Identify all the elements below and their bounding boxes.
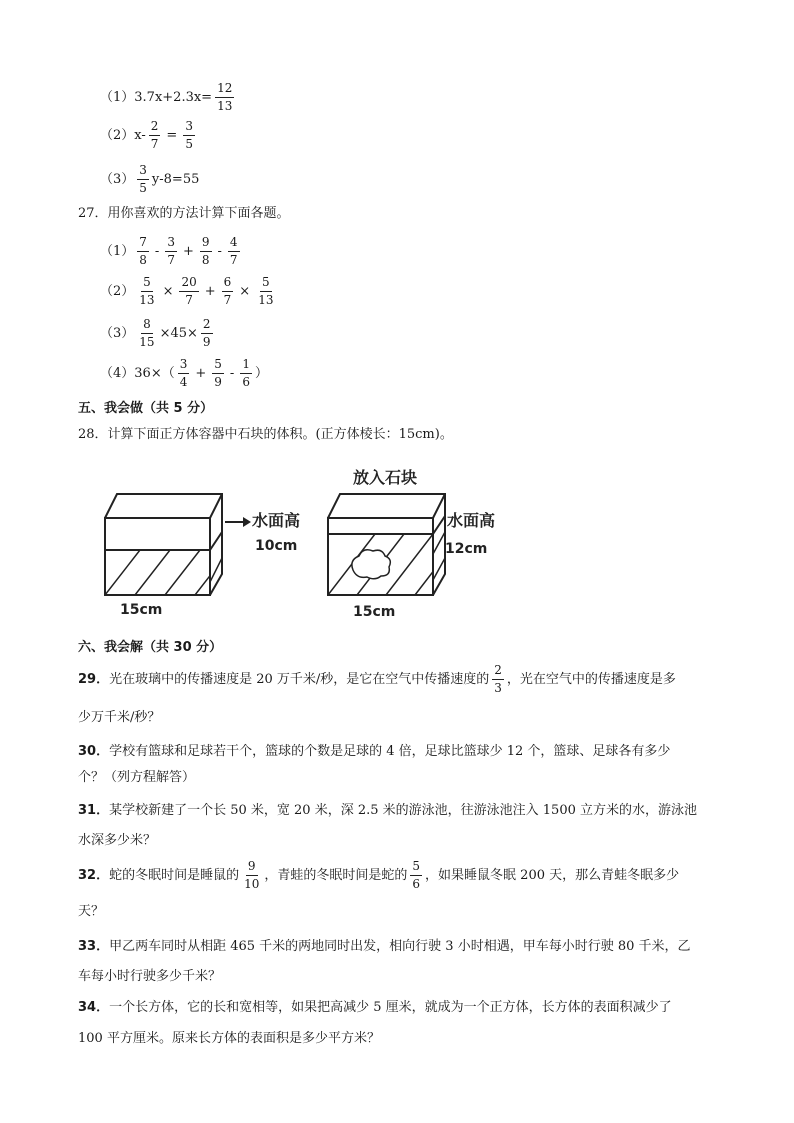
question-text: 蛇的冬眠时间是睡鼠的 [109, 868, 240, 884]
denominator: 7 [167, 253, 175, 268]
question-text: ，青蛙的冬眠时间是蛇的 [264, 868, 408, 884]
fraction [137, 318, 156, 349]
question-34-line-2: 100 平方厘米。原来长方体的表面积是多少平方米？ [78, 1031, 380, 1046]
denominator: 8 [201, 253, 210, 268]
expression: 36×（ [134, 366, 175, 382]
question-number: 31． [78, 803, 110, 818]
fraction [242, 860, 261, 891]
fraction [149, 120, 161, 151]
denominator: 13 [217, 99, 233, 114]
fraction [240, 358, 252, 389]
left-cube [105, 494, 222, 595]
question-28-text: 28．计算下面正方体容器中石块的体积。(正方体棱长：15cm)。 [78, 427, 453, 442]
arrow-icon [225, 517, 251, 527]
denominator: 15 [139, 335, 155, 350]
right-edge-length: 15cm [353, 604, 396, 620]
calc-27-2 [100, 276, 278, 307]
denominator: 13 [258, 293, 274, 308]
fraction [201, 318, 213, 349]
numerator: 4 [228, 236, 240, 252]
expression: ） [254, 366, 268, 382]
fraction [410, 860, 422, 891]
numerator: 5 [410, 860, 422, 876]
numerator: 6 [222, 276, 234, 292]
numerator: 3 [183, 120, 195, 136]
numerator: 2 [201, 318, 213, 334]
numerator: 3 [178, 358, 190, 374]
item-label: （1） [100, 244, 135, 260]
numerator: 20 [179, 276, 198, 292]
denominator: 7 [229, 253, 238, 268]
item-label: （4） [100, 366, 135, 382]
calc-27-4 [100, 358, 268, 389]
question-text: 学校有篮球和足球若干个，篮球的个数是足球的 4 倍，足球比篮球少 12 个，篮球、足球各有多少 [109, 744, 671, 759]
numerator: 12 [215, 82, 234, 98]
denominator: 5 [139, 181, 147, 196]
numerator: 7 [137, 236, 149, 252]
stone-icon [352, 550, 390, 579]
item-label: （3） [100, 172, 135, 188]
equation-2 [100, 120, 198, 151]
denominator: 6 [242, 375, 250, 390]
expression: ×45× [159, 326, 198, 342]
question-30-line-2: 个？（列方程解答） [78, 770, 196, 785]
question-31-line-2: 水深多少米？ [78, 833, 157, 848]
question-32 [78, 860, 679, 891]
question-number: 33． [78, 939, 110, 954]
numerator: 2 [149, 120, 161, 136]
equation-1 [100, 82, 237, 113]
fraction [178, 358, 190, 389]
question-29-line-2: 少万千米/秒？ [78, 710, 161, 725]
item-label: （2） [100, 128, 135, 144]
right-water-value: 12cm [445, 541, 488, 557]
fraction [137, 164, 149, 195]
question-text: 光在玻璃中的传播速度是 20 万千米/秒，是它在空气中传播速度的 [109, 672, 490, 688]
denominator: 7 [223, 293, 232, 308]
item-label: （1） [100, 90, 135, 106]
right-water-label: 水面高 [447, 511, 496, 530]
question-32-line-2: 天？ [78, 904, 105, 919]
fraction [256, 276, 275, 307]
operator: + [195, 366, 207, 382]
question-34 [78, 1001, 672, 1014]
denominator: 5 [185, 137, 193, 152]
numerator: 3 [165, 236, 177, 252]
question-33 [78, 940, 691, 953]
question-text: 某学校新建了一个长 50 米，宽 20 米，深 2.5 米的游泳池，往游泳池注入 1500 立方米的水，游泳池 [109, 803, 697, 818]
question-number: 34． [78, 1000, 110, 1015]
equals-sign: = [166, 128, 178, 144]
fraction [228, 236, 240, 267]
denominator: 3 [494, 681, 502, 696]
equation-3 [100, 164, 199, 195]
fraction [222, 276, 234, 307]
denominator: 7 [150, 137, 159, 152]
expression: y-8=55 [151, 172, 200, 188]
fraction [179, 276, 198, 307]
question-29 [78, 664, 676, 695]
question-27-title: 27．用你喜欢的方法计算下面各题。 [78, 206, 290, 221]
calc-27-1 [100, 236, 243, 267]
figure-title: 放入石块 [353, 468, 418, 487]
question-text: 甲乙两车同时从相距 465 千米的两地同时出发，相向行驶 3 小时相遇，甲车每小时行驶 80 千米，乙 [109, 939, 691, 954]
operator: + [182, 244, 194, 260]
denominator: 9 [202, 335, 211, 350]
denominator: 6 [412, 877, 421, 892]
numerator: 3 [137, 164, 149, 180]
left-water-label: 水面高 [252, 511, 301, 530]
operator: × [239, 284, 251, 300]
question-31 [78, 804, 697, 817]
numerator: 8 [141, 318, 153, 334]
operator: - [217, 244, 222, 260]
operator: + [204, 284, 216, 300]
cube-container-figure [95, 462, 515, 622]
operator: - [154, 244, 160, 260]
left-edge-length: 15cm [120, 602, 163, 618]
numerator: 5 [260, 276, 272, 292]
question-33-line-2: 车每小时行驶多少千米？ [78, 969, 222, 984]
operator: × [162, 284, 174, 300]
question-text: ，如果睡鼠冬眠 200 天，那么青蛙冬眠多少 [425, 868, 680, 884]
numerator: 2 [492, 664, 504, 680]
fraction [137, 236, 149, 267]
numerator: 5 [141, 276, 153, 292]
denominator: 10 [244, 877, 260, 892]
fraction [165, 236, 177, 267]
question-number: 30． [78, 744, 110, 759]
question-number: 32． [78, 868, 110, 884]
item-label: （2） [100, 284, 135, 300]
numerator: 9 [200, 236, 212, 252]
question-30 [78, 745, 670, 758]
question-text: ，光在空气中的传播速度是多 [506, 672, 676, 688]
denominator: 7 [185, 293, 193, 308]
denominator: 8 [139, 253, 147, 268]
numerator: 5 [212, 358, 224, 374]
expression: x- [134, 128, 146, 144]
denominator: 4 [179, 375, 188, 390]
operator: - [229, 366, 235, 382]
expression: 3.7x+2.3x= [134, 90, 213, 106]
fraction [183, 120, 195, 151]
fraction [212, 358, 224, 389]
left-water-hatch [105, 550, 230, 595]
fraction [137, 276, 156, 307]
section-5-heading: 五、我会做（共 5 分） [78, 401, 214, 416]
denominator: 13 [139, 293, 155, 308]
item-label: （3） [100, 326, 135, 342]
question-number: 29． [78, 672, 110, 688]
section-6-heading: 六、我会解（共 30 分） [78, 640, 223, 655]
left-water-value: 10cm [255, 538, 298, 554]
numerator: 1 [240, 358, 252, 374]
fraction [200, 236, 212, 267]
fraction [492, 664, 504, 695]
denominator: 9 [214, 375, 222, 390]
question-text: 一个长方体，它的长和宽相等，如果把高减少 5 厘米，就成为一个正方体，长方体的表面积减少了 [109, 1000, 672, 1015]
numerator: 9 [246, 860, 258, 876]
calc-27-3 [100, 318, 216, 349]
fraction [215, 82, 234, 113]
